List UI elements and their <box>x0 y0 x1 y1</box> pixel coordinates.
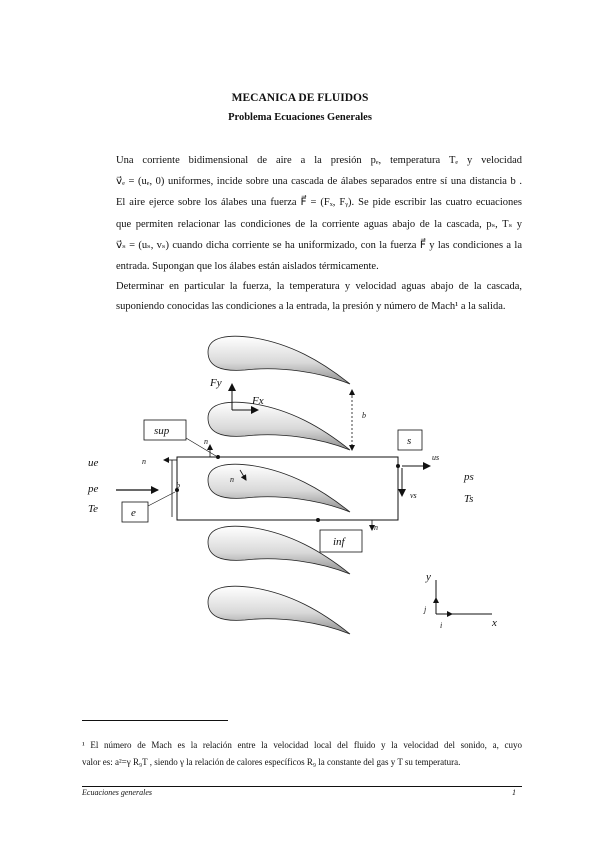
x-axis-label: x <box>492 617 497 629</box>
cascade-diagram <box>80 330 520 650</box>
footnote-line: ¹ El número de Mach es la relación entre la velocidad local del fluido y la velocidad del sonido, a, cuyo <box>82 740 522 750</box>
n-top-label: n⃗ <box>204 437 215 446</box>
y-axis-label: y <box>426 571 431 583</box>
footnote-line: valor es: a²=γ R₉T , siendo γ la relación de calores específicos R₉ la constante del gas y T su temperatura. <box>82 757 461 767</box>
paragraph-line: Una corriente bidimensional de aire a la presión pₑ, temperatura Tₑ y velocidad <box>116 155 522 166</box>
problem-paragraph-2 <box>82 277 522 316</box>
footer-title: Ecuaciones generales <box>82 788 152 797</box>
n-bottom-label: n⃗ <box>374 523 385 532</box>
blade-5 <box>208 586 350 634</box>
document-title: MECANICA DE FLUIDOS <box>231 92 369 104</box>
ts-label: Ts <box>464 493 474 505</box>
point-inf <box>316 518 320 522</box>
ue-label: ue <box>88 457 99 469</box>
vs-label: vs <box>410 491 417 500</box>
e-leader <box>148 492 175 506</box>
pe-label: pe <box>88 483 99 495</box>
i-unit-label: i⃗ <box>440 621 449 630</box>
te-label: Te <box>88 503 98 515</box>
fx-label: Fx <box>252 395 264 407</box>
j-unit-label: j⃗ <box>424 605 433 614</box>
s-label: s <box>407 435 412 447</box>
inf-label: inf <box>333 536 345 548</box>
paragraph-line: El aire ejerce sobre los álabes una fuerza F⃗ = (Fₓ, Fᵧ). Se pide escribir las cuatro ecuaciones <box>116 197 522 209</box>
footnote-separator <box>82 720 228 721</box>
blade-1 <box>208 336 350 384</box>
cascade-figure <box>80 330 520 650</box>
sup-label: sup <box>154 425 170 437</box>
page-number: 1 <box>512 788 516 797</box>
n-left-label: n⃗ <box>142 457 153 466</box>
b-left-label: b <box>176 481 180 490</box>
problem-paragraph-1 <box>82 150 522 277</box>
paragraph-line: Determinar en particular la fuerza, la temperatura y velocidad aguas abajo de la cascada, <box>116 281 522 292</box>
paragraph-line: entrada. Supongan que los álabes están aislados térmicamente. <box>116 261 379 273</box>
e-label: e <box>131 507 136 519</box>
blade-3 <box>208 464 350 512</box>
point-s <box>396 464 400 468</box>
paragraph-line: v⃗ₑ = (uₑ, 0) uniformes, incide sobre una cascada de álabes separados entre sí una distancia b . <box>116 176 522 188</box>
blade-2 <box>208 402 350 450</box>
paragraph-line: que permiten relacionar las condiciones de la corriente aguas abajo de la cascada, pₛ, Tₛ y <box>116 218 522 230</box>
fy-label: Fy <box>210 377 222 389</box>
footer-rule <box>82 786 522 787</box>
footnote <box>82 737 522 771</box>
document-subtitle: Problema Ecuaciones Generales <box>228 112 372 123</box>
paragraph-line: suponiendo conocidas las condiciones a la entrada, la presión y número de Mach¹ a la salida. <box>116 300 506 312</box>
ps-label: ps <box>464 471 474 483</box>
paragraph-line: v⃗ₛ = (uₛ, vₛ) cuando dicha corriente se ha uniformizado, con la fuerza F⃗ y las condiciones a la <box>116 239 522 251</box>
n-mid-label: n⃗ <box>230 475 241 484</box>
us-label: us <box>432 453 440 462</box>
b-top-label: b <box>362 411 366 420</box>
point-sup <box>216 455 220 459</box>
